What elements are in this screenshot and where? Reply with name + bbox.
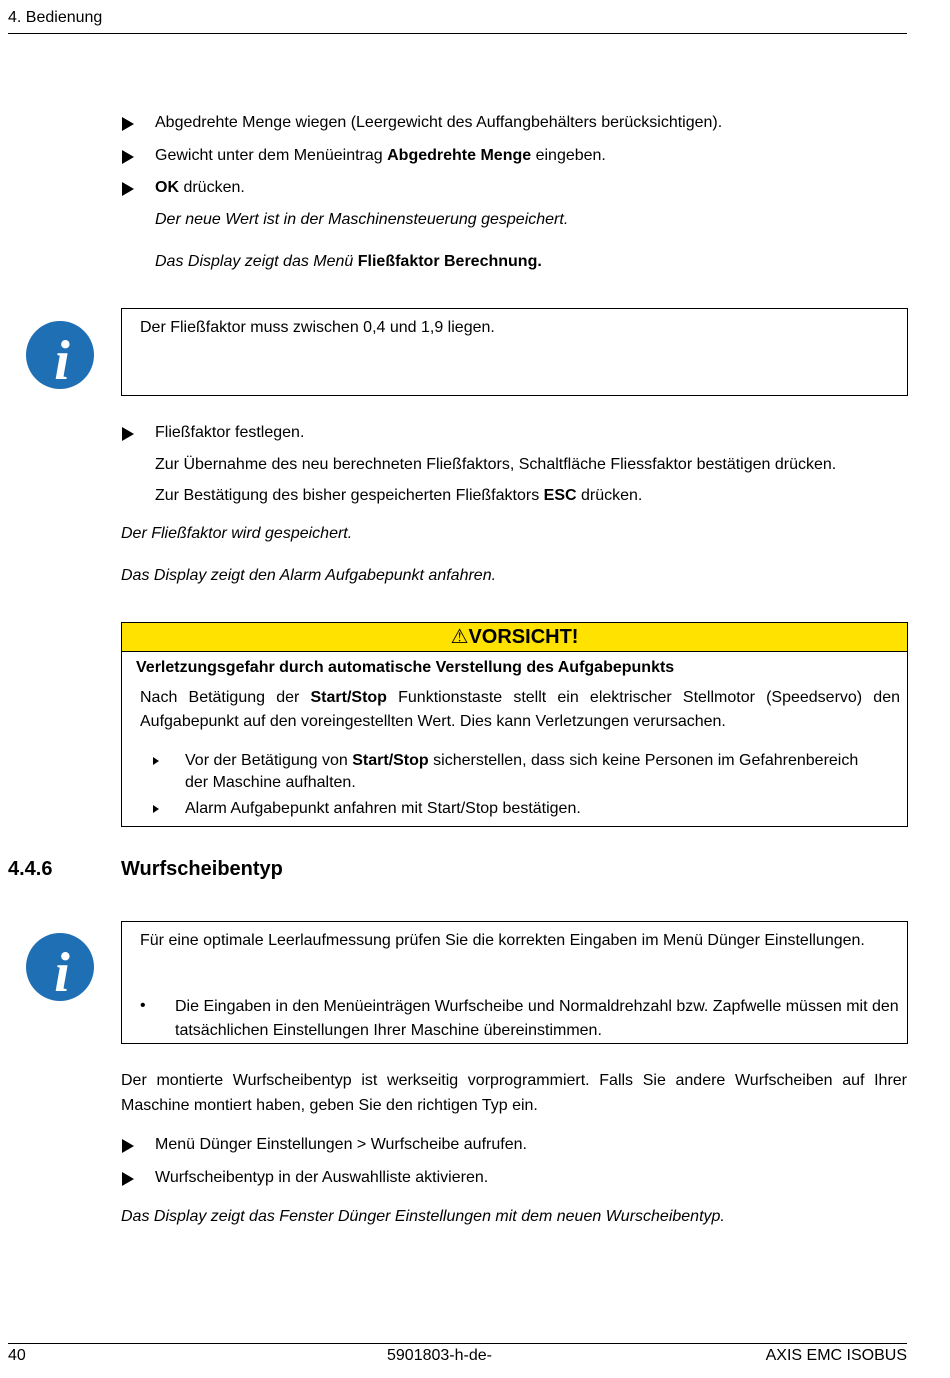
- step-sub-accept: Zur Übernahme des neu berechneten Fließfaktors, Schaltfläche Fliessfaktor bestätigen drücken.: [155, 456, 837, 473]
- step-set-flow-factor: [122, 422, 912, 444]
- result-display: [155, 251, 542, 273]
- step-arrow-icon: [122, 182, 134, 196]
- section-number: 4.4.6: [8, 858, 53, 880]
- svg-text:i: i: [54, 942, 70, 1002]
- step-arrow-icon: [122, 1139, 134, 1153]
- menu-name: Fließfaktor Berechnung.: [357, 253, 542, 270]
- step-text: eingeben.: [531, 147, 606, 164]
- warning-bullet-1: [185, 750, 885, 794]
- step-arrow-icon: [122, 117, 134, 131]
- warning-box: [121, 622, 908, 827]
- document-id: 5901803-h-de-: [387, 1347, 492, 1364]
- warning-text: Nach Betätigung der: [140, 689, 311, 706]
- result-display-window: Das Display zeigt das Fenster Dünger Einstellungen mit dem neuen Wurscheibentyp.: [121, 1208, 725, 1225]
- info-box-flow-range: [121, 308, 908, 396]
- page-number: 40: [8, 1347, 26, 1364]
- bullet-dot-icon: •: [140, 997, 146, 1014]
- product-name: AXIS EMC ISOBUS: [765, 1347, 907, 1364]
- bullet-arrow-icon: [153, 757, 159, 765]
- info-text: Für eine optimale Leerlaufmessung prüfen Sie die korrekten Eingaben im Menü Dünger Einstellungen.: [140, 932, 865, 949]
- result-flow-saved: Der Fließfaktor wird gespeichert.: [121, 525, 353, 542]
- step-enter-weight: [122, 145, 912, 167]
- step-weigh: [122, 112, 912, 134]
- warning-title: VORSICHT!: [468, 626, 579, 648]
- warning-bar: [122, 623, 907, 652]
- section-title: Wurfscheibentyp: [121, 858, 283, 880]
- step-sub-esc: [155, 485, 642, 507]
- warning-triangle-icon: ⚠: [450, 626, 469, 648]
- svg-text:i: i: [54, 330, 70, 390]
- menu-item-name: Abgedrehte Menge: [387, 147, 532, 164]
- key-name: Start/Stop: [310, 689, 387, 706]
- step-text: Wurfscheibentyp in der Auswahlliste aktivieren.: [155, 1169, 489, 1186]
- info-icon: [25, 320, 95, 390]
- step-press-ok: [122, 177, 912, 199]
- result-alarm: Das Display zeigt den Alarm Aufgabepunkt anfahren.: [121, 567, 497, 584]
- step-arrow-icon: [122, 1172, 134, 1186]
- paragraph-disc-type: Der montierte Wurfscheibentyp ist werkseitig vorprogrammiert. Falls Sie andere Wurfscheiben auf Ihrer Maschine montiert haben, geben Sie den richtigen Typ ein.: [121, 1072, 907, 1114]
- chapter-header: 4. Bedienung: [8, 9, 103, 26]
- info-box-idle-measurement: [121, 921, 908, 1044]
- step-activate-type: [122, 1167, 912, 1189]
- step-open-menu: [122, 1134, 912, 1156]
- step-text: Fließfaktor festlegen.: [155, 424, 305, 441]
- warning-text: Funktionstaste stellt ein elektrischer Stellmotor (Speedservo) den Aufgabepunkt auf den voreingestellten Wert. Dies kann Verletzungen verursachen.: [140, 689, 900, 730]
- warning-heading: Verletzungsgefahr durch automatische Verstellung des Aufgabepunkts: [136, 659, 675, 676]
- bullet-arrow-icon: [153, 805, 159, 813]
- result-saved: Der neue Wert ist in der Maschinensteuerung gespeichert.: [155, 211, 569, 228]
- warning-text: Vor der Betätigung von: [185, 752, 353, 769]
- step-arrow-icon: [122, 150, 134, 164]
- step-text: Abgedrehte Menge wiegen (Leergewicht des Auffangbehälters berücksichtigen).: [155, 114, 723, 131]
- step-text: drücken.: [576, 487, 643, 504]
- info-text: Der Fließfaktor muss zwischen 0,4 und 1,9 liegen.: [140, 319, 495, 336]
- warning-body: [140, 686, 900, 734]
- warning-text: sicherstellen, dass sich keine Personen im Gefahrenbereich der Maschine aufhalten.: [185, 752, 859, 791]
- key-name: ESC: [543, 487, 577, 504]
- key-name: Start/Stop: [352, 752, 429, 769]
- result-text: Das Display zeigt das Menü: [155, 253, 358, 270]
- step-text: drücken.: [179, 179, 245, 196]
- warning-bullet-2: Alarm Aufgabepunkt anfahren mit Start/Stop bestätigen.: [185, 800, 581, 817]
- info-icon: [25, 932, 95, 1002]
- step-arrow-icon: [122, 427, 134, 441]
- step-text: Menü Dünger Einstellungen > Wurfscheibe aufrufen.: [155, 1136, 527, 1153]
- header-rule: [8, 33, 907, 34]
- info-bullet: Die Eingaben in den Menüeinträgen Wurfscheibe und Normaldrehzahl bzw. Zapfwelle müssen mit den tatsächlichen Einstellungen Ihrer Maschine übereinstimmen.: [175, 998, 899, 1039]
- step-text: Gewicht unter dem Menüeintrag: [155, 147, 388, 164]
- footer-rule: [8, 1343, 907, 1344]
- step-text: Zur Bestätigung des bisher gespeicherten Fließfaktors: [155, 487, 544, 504]
- key-name: OK: [155, 179, 179, 196]
